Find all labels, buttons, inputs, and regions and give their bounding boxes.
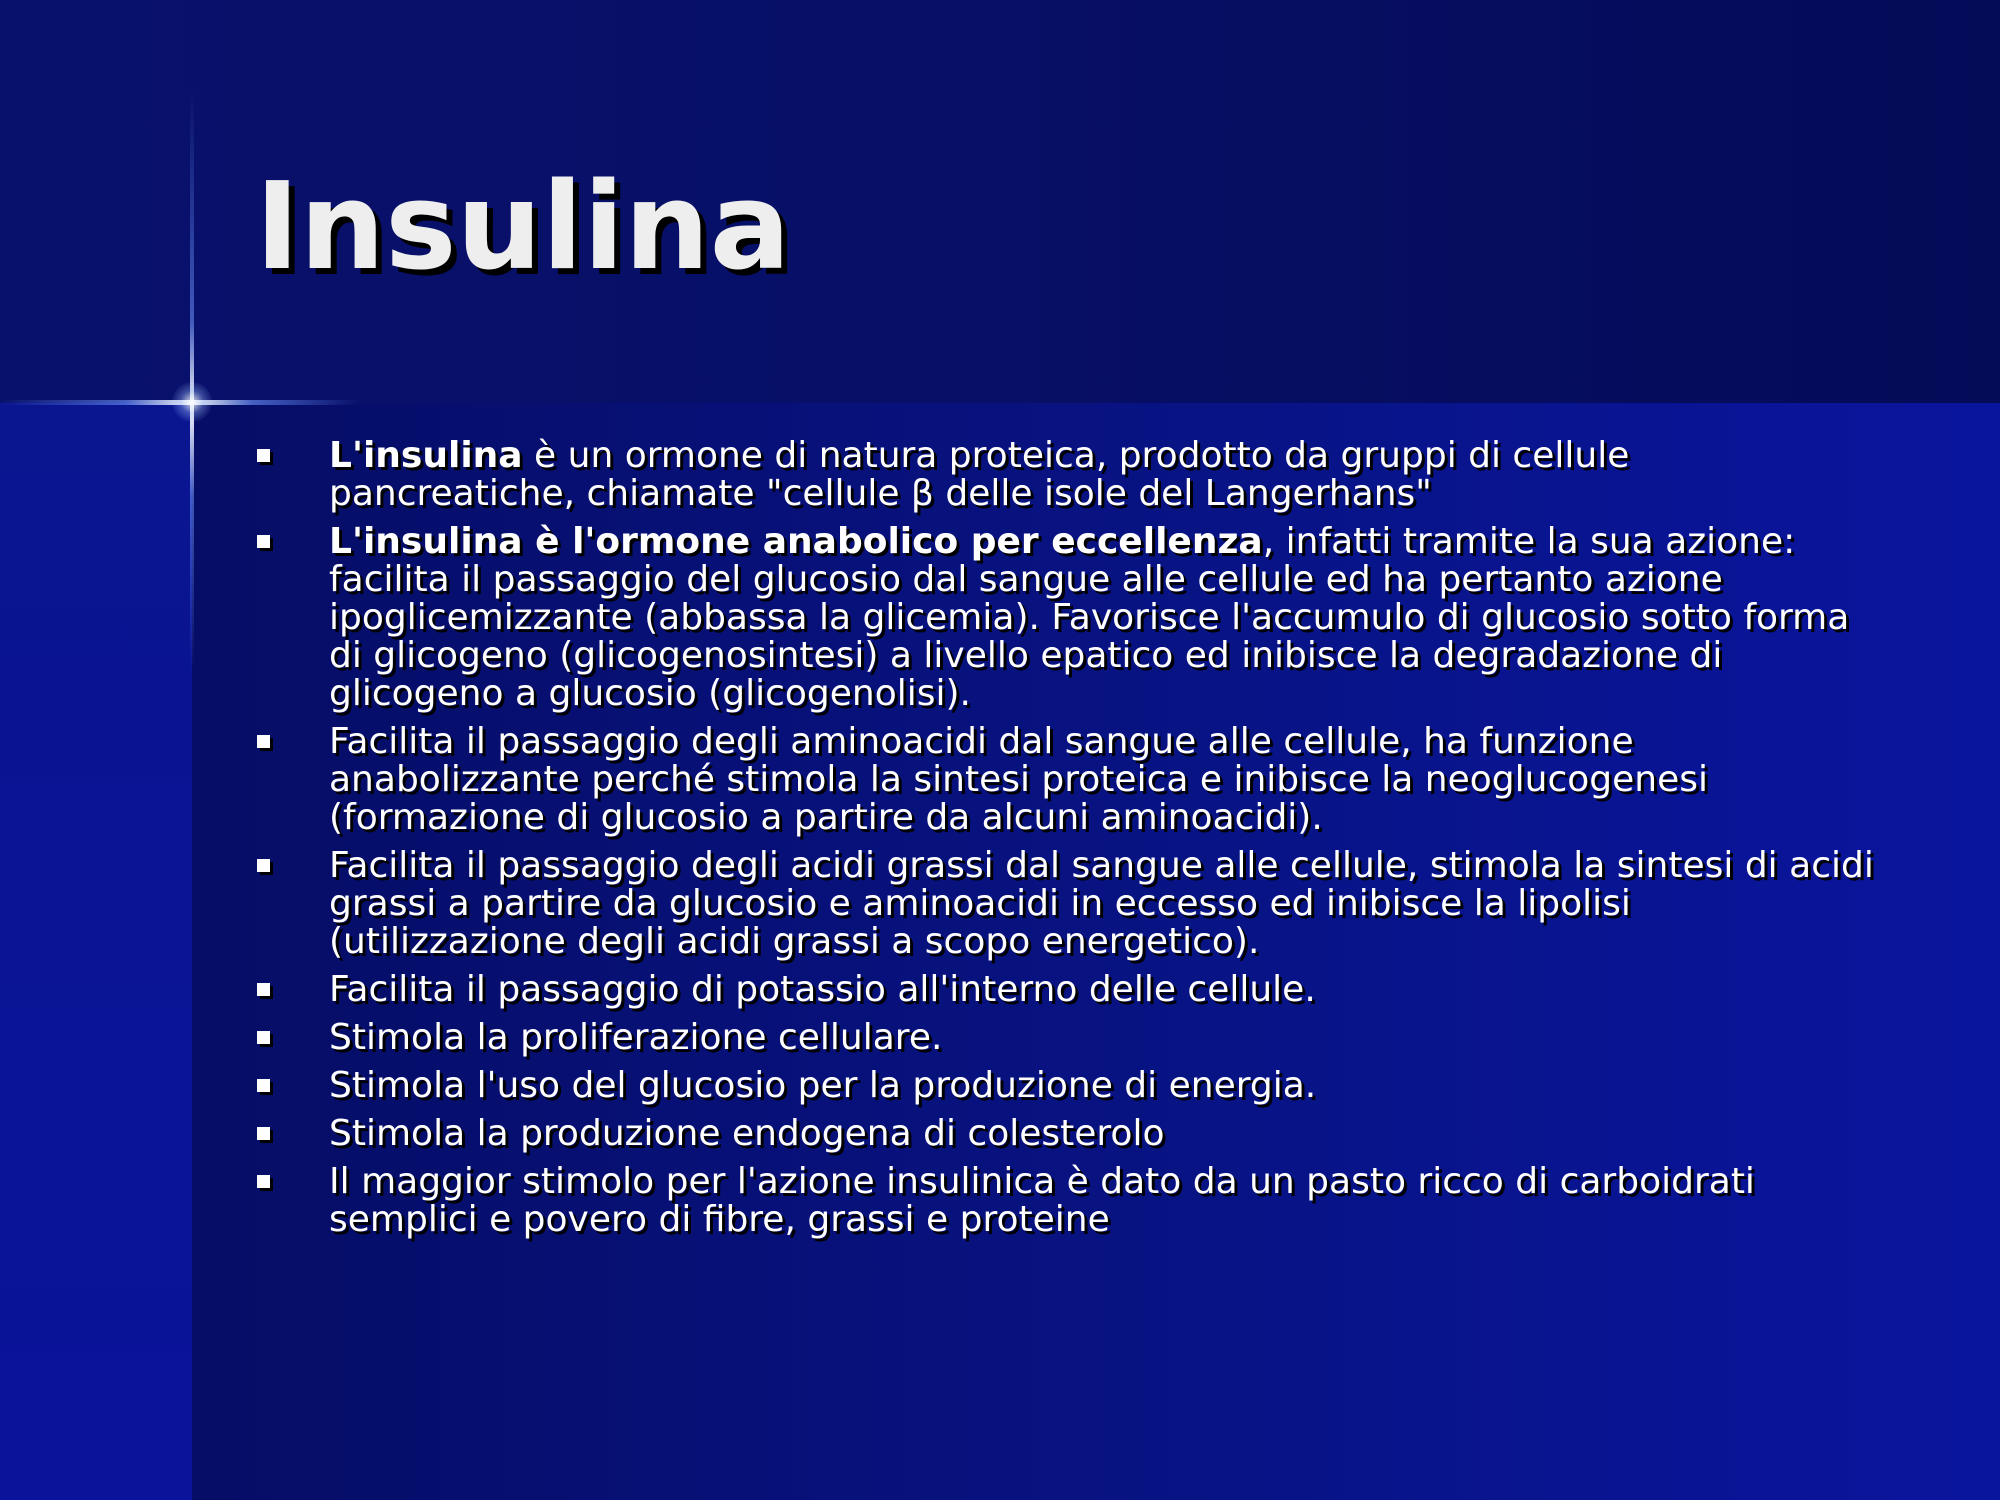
bullet-text: Facilita il passaggio di potassio all'interno delle cellule. <box>329 969 1316 1010</box>
bullet-item <box>255 971 1875 1009</box>
bullet-text: Facilita il passaggio degli aminoacidi dal sangue alle cellule, ha funzione anabolizzante perché stimola la sintesi proteica e inibisce la neoglucogenesi (formazione di glucosio a partire da alcuni aminoacidi). <box>329 721 1708 838</box>
bullet-text: Stimola la proliferazione cellulare. <box>329 1017 943 1058</box>
bullet-item <box>255 523 1875 713</box>
bullet-list <box>255 437 1875 1249</box>
bullet-bold-text: L'insulina <box>329 435 523 476</box>
bullet-text: Il maggior stimolo per l'azione insulinica è dato da un pasto ricco di carboidrati semplici e povero di fibre, grassi e proteine <box>329 1161 1755 1240</box>
square-bullet-icon <box>257 735 270 748</box>
left-accent-column <box>0 403 192 1500</box>
bullet-text: Stimola la produzione endogena di colesterolo <box>329 1113 1165 1154</box>
bullet-item <box>255 1019 1875 1057</box>
bullet-item <box>255 437 1875 513</box>
square-bullet-icon <box>257 1127 270 1140</box>
square-bullet-icon <box>257 1079 270 1092</box>
bullet-item <box>255 723 1875 837</box>
bullet-item <box>255 847 1875 961</box>
bullet-item <box>255 1163 1875 1239</box>
square-bullet-icon <box>257 1175 270 1188</box>
square-bullet-icon <box>257 535 270 548</box>
bullet-text: , infatti tramite la sua azione: facilita il passaggio del glucosio dal sangue alle cellule ed ha pertanto azione ipoglicemizzante (abbassa la glicemia). Favorisce l'accumulo di glucosio sotto forma di glicogeno (glicogenosintesi) a livello epatico ed inibisce la degradazione di glicogeno a glucosio (glicogenolisi). <box>329 521 1850 714</box>
square-bullet-icon <box>257 983 270 996</box>
sparkle-vertical-ray <box>190 90 194 670</box>
slide-title: Insulina <box>255 158 791 297</box>
bullet-item <box>255 1067 1875 1105</box>
square-bullet-icon <box>257 449 270 462</box>
bullet-item <box>255 1115 1875 1153</box>
square-bullet-icon <box>257 859 270 872</box>
sparkle-star-icon <box>172 382 212 422</box>
bullet-bold-text: L'insulina è l'ormone anabolico per eccellenza <box>329 521 1263 562</box>
square-bullet-icon <box>257 1031 270 1044</box>
bullet-text: Facilita il passaggio degli acidi grassi dal sangue alle cellule, stimola la sintesi di acidi grassi a partire da glucosio e aminoacidi in eccesso ed inibisce la lipolisi (utilizzazione degli acidi grassi a scopo energetico). <box>329 845 1874 962</box>
bullet-text: Stimola l'uso del glucosio per la produzione di energia. <box>329 1065 1317 1106</box>
bullet-text: è un ormone di natura proteica, prodotto da gruppi di cellule pancreatiche, chiamate "cellule β delle isole del Langerhans" <box>329 435 1630 514</box>
